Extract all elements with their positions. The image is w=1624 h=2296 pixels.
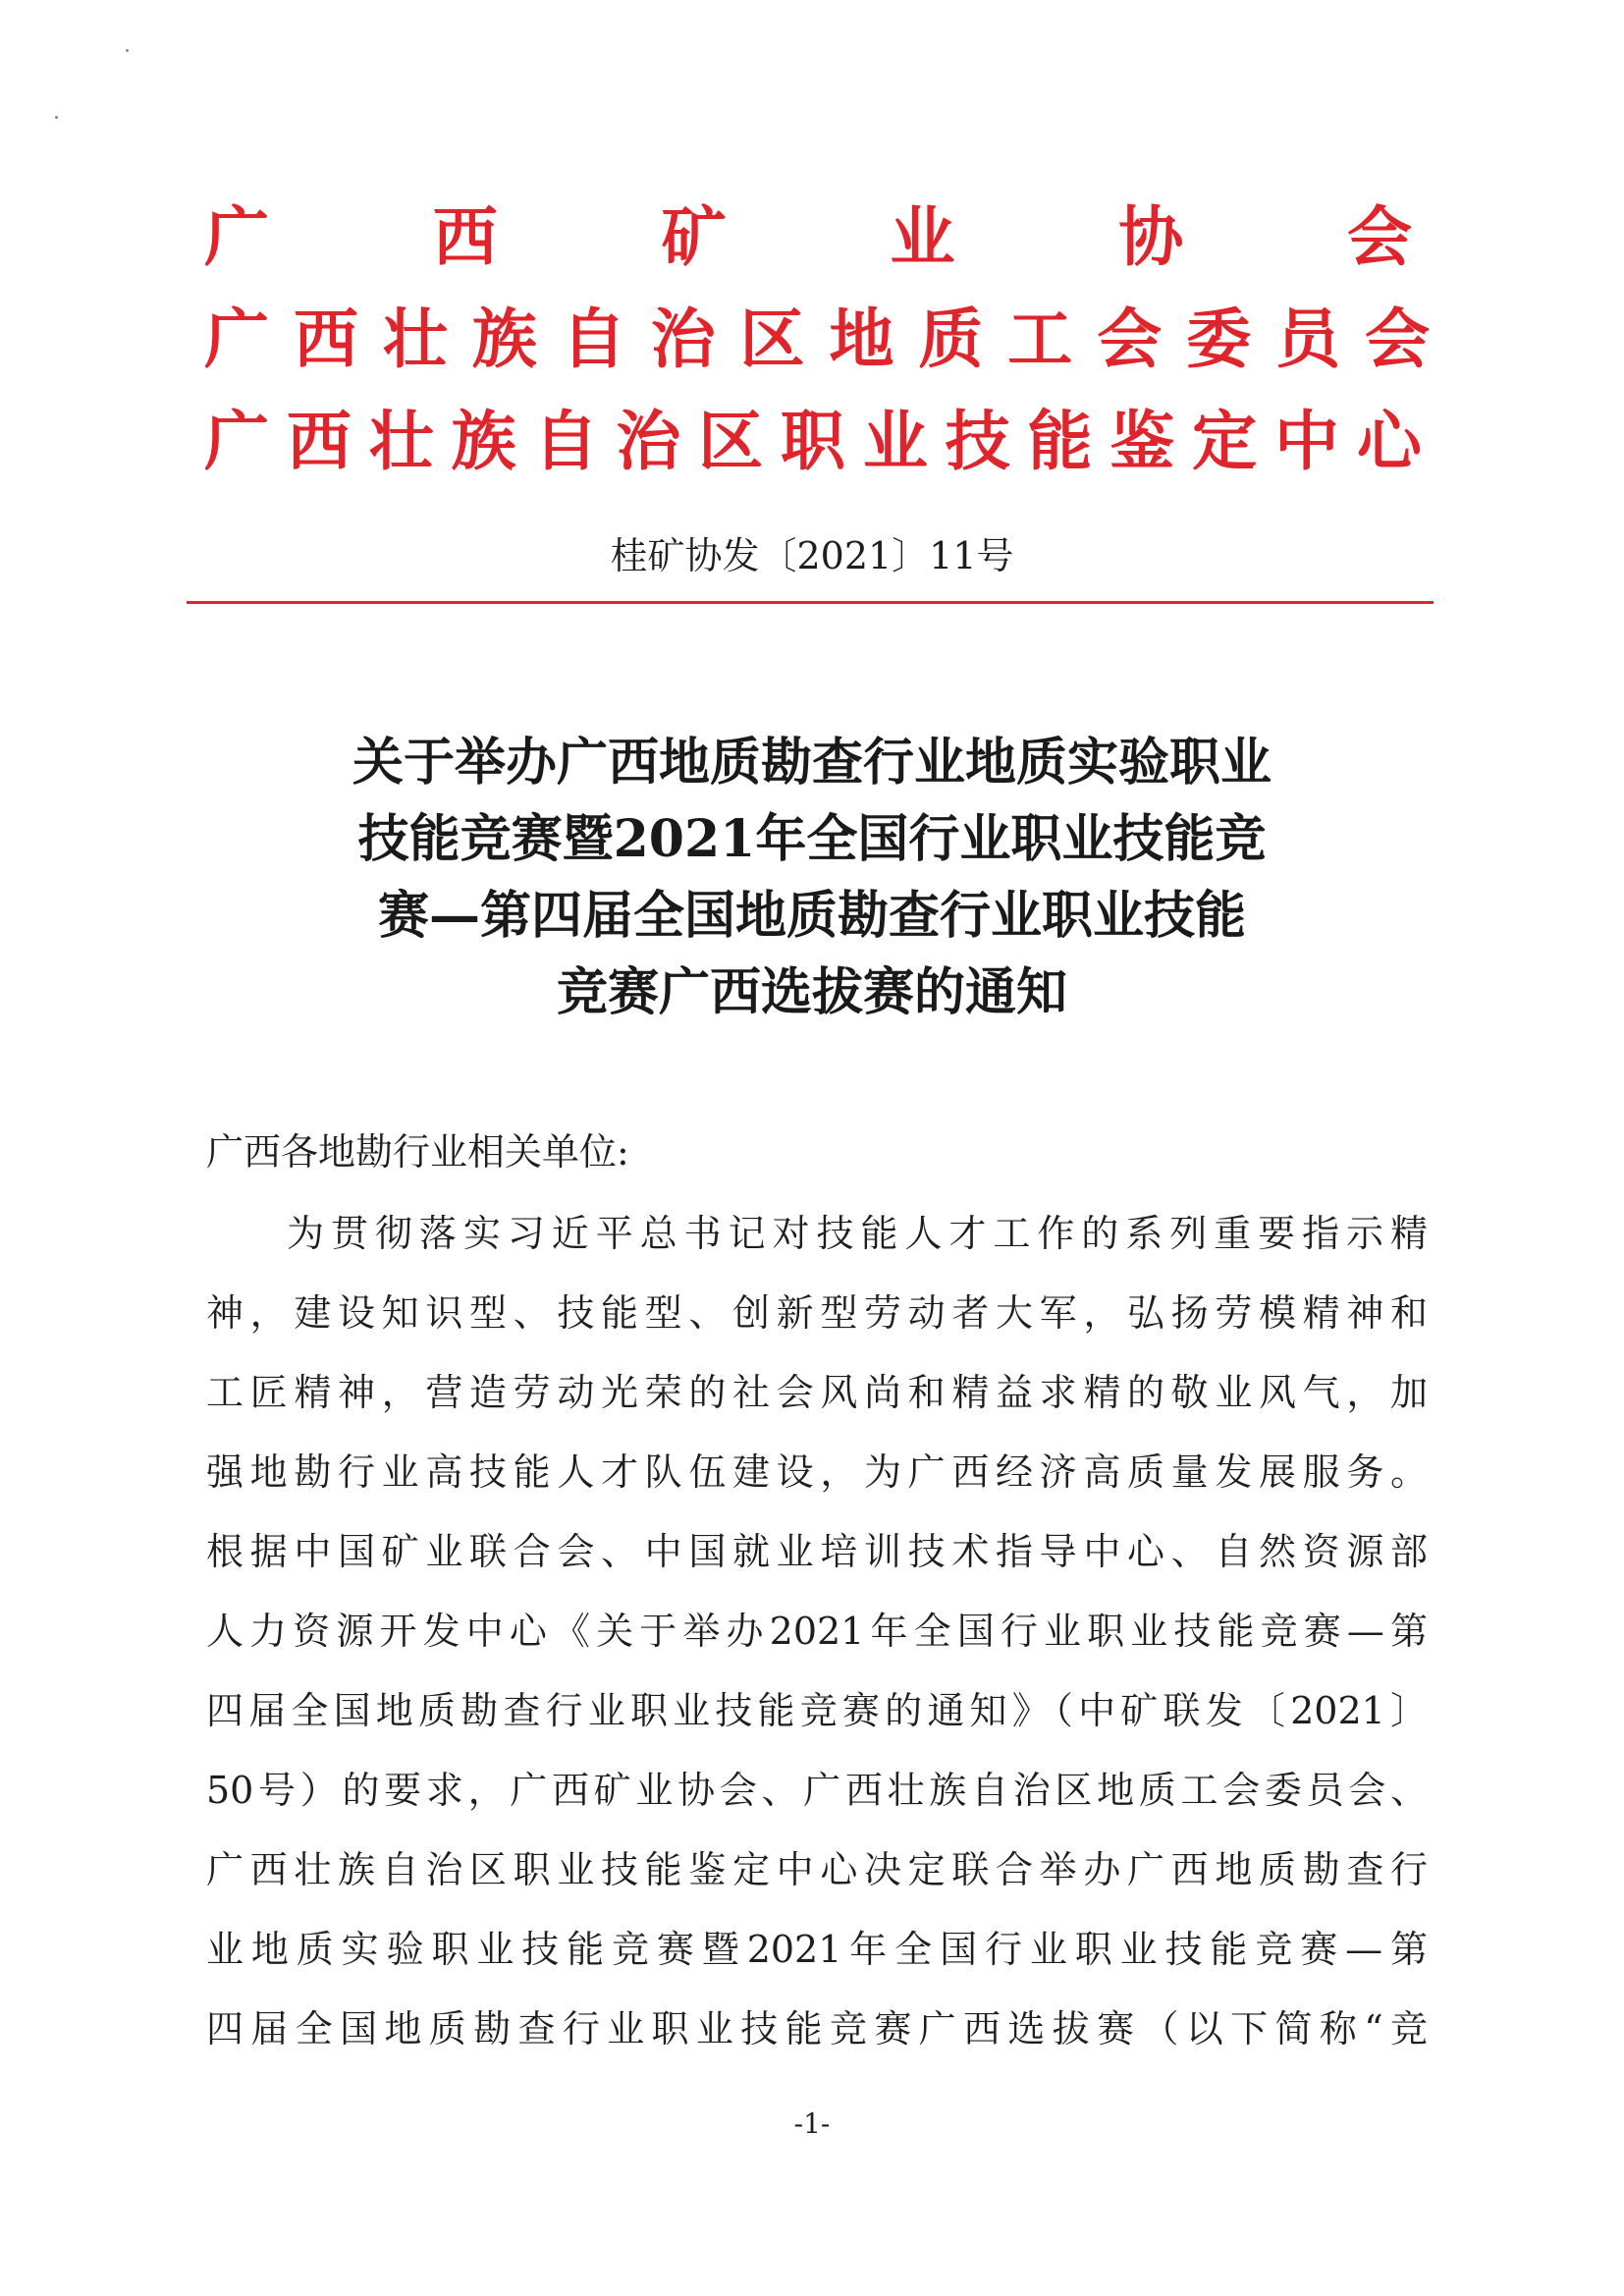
org-name-skill-appraisal-center [204, 403, 1422, 479]
body-paragraph [206, 1194, 1428, 2069]
org-name-mining-association [204, 198, 1412, 275]
org-name-char: 心 [1356, 403, 1422, 479]
org-name-char: 中 [1273, 403, 1339, 479]
body-line: 为贯彻落实习近平总书记对技能人才工作的系列重要指示精 [287, 1212, 1428, 1255]
body-line: 50号）的要求，广西矿业协会、广西壮族自治区地质工会委员会、 [206, 1769, 1428, 1812]
org-name-char: 区 [698, 403, 764, 479]
document-title [147, 725, 1477, 1031]
org-name-char: 会 [1346, 198, 1412, 275]
org-name-char: 自 [533, 403, 599, 479]
org-name-char: 壮 [382, 301, 448, 377]
org-name-char: 西 [432, 198, 498, 275]
org-name-char: 协 [1118, 198, 1184, 275]
org-name-char: 西 [286, 403, 352, 479]
red-divider-line [187, 601, 1434, 604]
org-name-char: 会 [1097, 301, 1163, 377]
body-line: 工匠精神，营造劳动光荣的社会风尚和精益求精的敬业风气，加 [206, 1371, 1428, 1414]
org-name-char: 定 [1192, 403, 1258, 479]
title-line: 技能竞赛暨2021年全国行业职业技能竞 [357, 809, 1267, 869]
page-number: -1- [793, 2107, 831, 2140]
scan-speck [55, 116, 58, 119]
org-name-char: 地 [829, 301, 894, 377]
org-name-char: 员 [1275, 301, 1341, 377]
body-line: 四届全国地质勘查行业职业技能竞赛的通知》（中矿联发〔2021〕 [206, 1689, 1428, 1732]
org-name-char: 族 [471, 301, 537, 377]
org-name-char: 职 [780, 403, 845, 479]
org-name-geology-union [204, 301, 1430, 377]
org-name-char: 业 [890, 198, 955, 275]
org-name-char: 委 [1186, 301, 1252, 377]
org-name-char: 治 [616, 403, 681, 479]
org-name-char: 治 [650, 301, 716, 377]
body-line: 根据中国矿业联合会、中国就业培训技术指导中心、自然资源部 [206, 1530, 1428, 1573]
body-line: 神，建设知识型、技能型、创新型劳动者大军，弘扬劳模精神和 [206, 1291, 1428, 1335]
org-name-char: 工 [1007, 301, 1073, 377]
body-line: 人力资源开发中心《关于举办2021年全国行业职业技能竞赛—第 [206, 1610, 1428, 1653]
org-name-char: 广 [204, 403, 269, 479]
org-name-char: 壮 [368, 403, 434, 479]
org-name-char: 质 [918, 301, 984, 377]
org-name-char: 广 [204, 198, 269, 275]
org-name-char: 族 [451, 403, 516, 479]
org-name-char: 会 [1364, 301, 1430, 377]
body-line: 四届全国地质勘查行业职业技能竞赛广西选拔赛（以下简称“竞 [206, 2007, 1428, 2050]
org-name-char: 鉴 [1110, 403, 1175, 479]
salutation: 广西各地勘行业相关单位: [206, 1130, 629, 1174]
document-number: 桂矿协发〔2021〕11号 [610, 534, 1014, 577]
org-name-char: 业 [862, 403, 928, 479]
org-name-char: 矿 [661, 198, 727, 275]
org-name-char: 技 [945, 403, 1010, 479]
title-line: 关于举办广西地质勘查行业地质实验职业 [352, 733, 1272, 793]
org-name-char: 广 [204, 301, 269, 377]
org-name-char: 能 [1027, 403, 1093, 479]
org-name-char: 西 [293, 301, 358, 377]
org-name-char: 自 [561, 301, 626, 377]
body-line: 业地质实验职业技能竞赛暨2021年全国行业职业技能竞赛—第 [206, 1928, 1428, 1971]
body-line: 广西壮族自治区职业技能鉴定中心决定联合举办广西地质勘查行 [206, 1848, 1428, 1891]
title-line: 竞赛广西选拔赛的通知 [556, 962, 1067, 1022]
scan-speck [126, 49, 129, 52]
body-line: 强地勘行业高技能人才队伍建设，为广西经济高质量发展服务。 [206, 1450, 1428, 1494]
org-name-char: 区 [739, 301, 805, 377]
title-line: 赛—第四届全国地质勘查行业职业技能 [377, 886, 1246, 946]
